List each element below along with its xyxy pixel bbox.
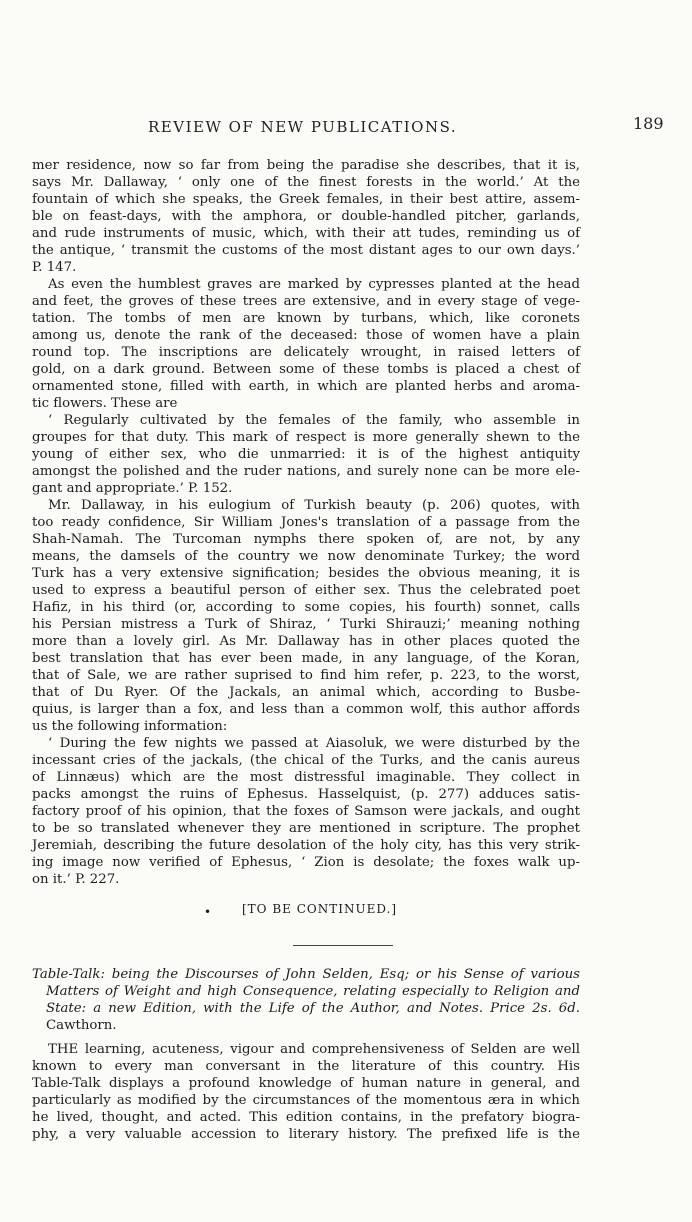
text-line: and rude instruments of music, which, with their att tudes, reminding us of [32,226,580,241]
text-line: that of Sale, we are rather suprised to find him refer, p. 223, to the worst, [32,668,580,683]
text-line: Jeremiah, describing the future desolation of the holy city, has this very strik- [32,838,580,853]
section-divider [293,945,393,946]
text-line: more than a lovely girl. As Mr. Dallaway has in other places quoted the [32,634,580,649]
text-line: ble on feast-days, with the amphora, or double-handled pitcher, garlands, [32,209,580,224]
text-line: on it.’ P. 227. [32,872,120,887]
text-line: he lived, thought, and acted. This edition contains, in the prefatory biogra- [32,1110,580,1125]
text-line: ing image now verified of Ephesus, ‘ Zion is desolate; the foxes walk up- [32,855,580,870]
text-line: ‘ During the few nights we passed at Aiasoluk, we were disturbed by the [48,736,580,751]
text-line: best translation that has ever been made, in any language, of the Koran, [32,651,580,666]
to-be-continued-note: [TO BE CONTINUED.] [242,902,398,916]
text-line: young of either sex, who die unmarried: it is of the highest antiquity [32,447,580,462]
text-line: Shah-Namah. The Turcoman nymphs there spoken of, are not, by any [32,532,580,547]
text-line: P. 147. [32,260,77,275]
text-line: too ready confidence, Sir William Jones's translation of a passage from the [32,515,580,530]
text-line: gant and appropriate.’ P. 152. [32,481,233,496]
text-line: particularly as modified by the circumstances of the momentous æra in which [32,1093,580,1108]
running-head: REVIEW OF NEW PUBLICATIONS. [148,118,458,136]
text-line: used to express a beautiful person of either sex. Thus the celebrated poet [32,583,580,598]
text-line: incessant cries of the jackals, (the chical of the Turks, and the canis aureus [32,753,580,768]
text-line: and feet, the groves of these trees are extensive, and in every stage of vege- [32,294,580,309]
text-line: to be so translated whenever they are mentioned in scripture. The prophet [32,821,580,836]
text-line: groupes for that duty. This mark of respect is more generally shewn to the [32,430,580,445]
text-line: amongst the polished and the ruder nations, and surely none can be more ele- [32,464,580,479]
text-line: ornamented stone, filled with earth, in which are planted herbs and aroma- [32,379,580,394]
text-line: Mr. Dallaway, in his eulogium of Turkish beauty (p. 206) quotes, with [48,498,580,513]
text-line: among us, denote the rank of the deceased: those of women have a plain [32,328,580,343]
text-line: the antique, ‘ transmit the customs of the most distant ages to our own days.’ [32,243,580,258]
text-line: says Mr. Dallaway, ‘ only one of the finest forests in the world.’ At the [32,175,580,190]
title-line: Cawthorn. [46,1018,117,1033]
text-line: ‘ Regularly cultivated by the females of the family, who assemble in [48,413,580,428]
text-line: tic flowers. These are [32,396,178,411]
text-line: that of Du Ryer. Of the Jackals, an animal which, according to Busbe- [32,685,580,700]
text-line: his Persian mistress a Turk of Shiraz, ‘ Turki Shirauzi;’ meaning nothing [32,617,580,632]
text-line: As even the humblest graves are marked by cypresses planted at the head [48,277,580,292]
text-line: fountain of which she speaks, the Greek females, in their best attire, assem- [32,192,580,207]
text-line: gold, on a dark ground. Between some of these tombs is placed a chest of [32,362,580,377]
text-line: means, the damsels of the country we now denominate Turkey; the word [32,549,580,564]
text-line: tation. The tombs of men are known by turbans, which, like coronets [32,311,580,326]
text-line: THE learning, acuteness, vigour and comprehensiveness of Selden are well [48,1042,580,1057]
text-line: quius, is larger than a fox, and less than a common wolf, this author affords [32,702,580,717]
text-line: packs amongst the ruins of Ephesus. Hasselquist, (p. 277) adduces satis- [32,787,580,802]
title-line: State: a new Edition, with the Life of the Author, and Notes. Price 2s. 6d. [46,1001,580,1016]
title-line: Matters of Weight and high Consequence, relating especially to Religion and [46,984,580,999]
text-line: Hafiz, in his third (or, according to some copies, his fourth) sonnet, calls [32,600,580,615]
ornament-dot: • [204,905,212,919]
text-line: known to every man conversant in the literature of this country. His [32,1059,580,1074]
text-line: Turk has a very extensive signification; besides the obvious meaning, it is [32,566,580,581]
text-line: factory proof of his opinion, that the foxes of Samson were jackals, and ought [32,804,580,819]
text-line: phy, a very valuable accession to literary history. The prefixed life is the [32,1127,580,1142]
text-line: of Linnæus) which are the most distressful imaginable. They collect in [32,770,580,785]
text-line: round top. The inscriptions are delicately wrought, in raised letters of [32,345,580,360]
text-line: us the following information: [32,719,228,734]
title-line: Table-Talk: being the Discourses of John Selden, Esq; or his Sense of various [32,967,580,982]
text-line: mer residence, now so far from being the paradise she describes, that it is, [32,158,580,173]
text-line: Table-Talk displays a profound knowledge of human nature in general, and [32,1076,580,1091]
page-number: 189 [633,114,664,133]
